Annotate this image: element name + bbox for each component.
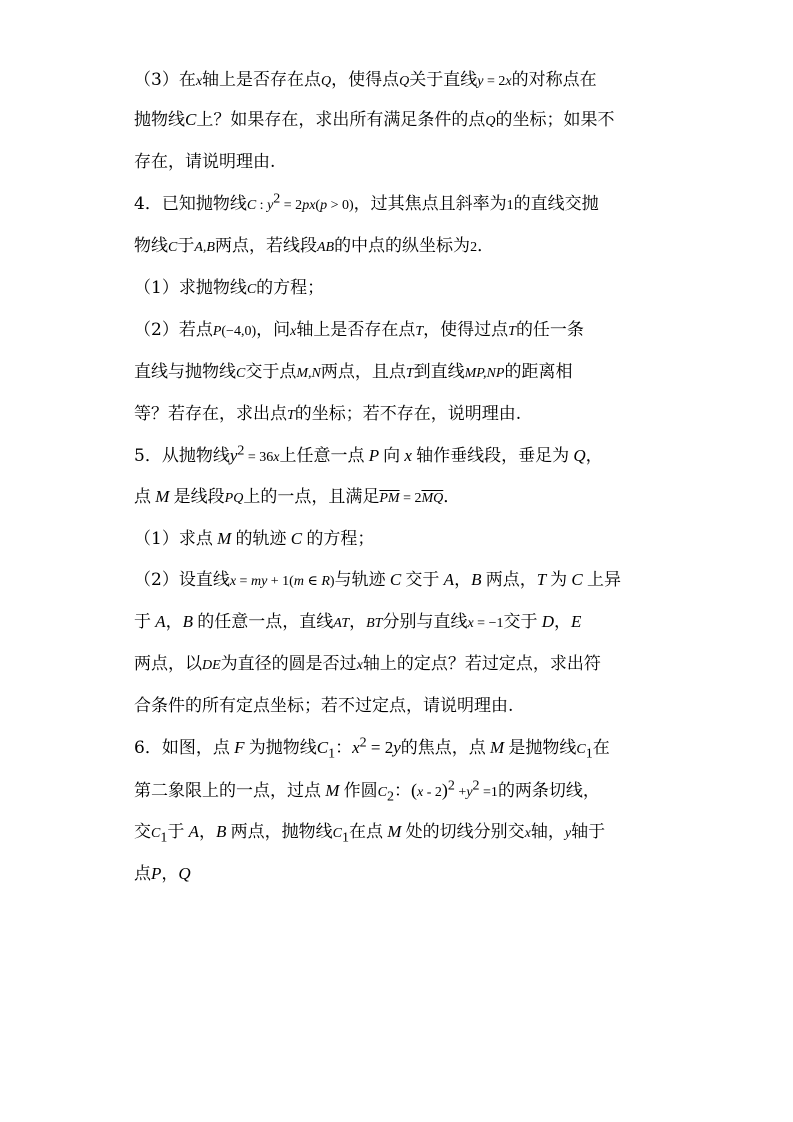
line-text-segment: 处的切线分别交 xyxy=(405,822,525,842)
line-text-segment: 在 xyxy=(592,738,610,758)
line-text-segment: 的任意一点，直线 xyxy=(197,612,334,632)
line-text-segment: 等？若存在，求出点 xyxy=(134,404,287,424)
math-coord: (−4,0) xyxy=(221,324,257,339)
math-p: P xyxy=(151,864,162,883)
math-c2: C xyxy=(377,785,388,800)
line-text-segment: 分别与直线 xyxy=(382,612,468,632)
math-eq: = −1 xyxy=(473,616,504,631)
math-plus1: + 1( xyxy=(267,574,294,589)
line-text-segment: ． xyxy=(443,487,461,507)
math-gt0: > 0) xyxy=(327,198,354,213)
math-minus: - 2 xyxy=(423,785,442,800)
math-2: 2 xyxy=(470,240,478,255)
text-line-15 xyxy=(134,653,601,677)
line-text-segment: 的距离相 xyxy=(504,362,573,382)
math-paren: ) xyxy=(441,780,448,800)
math-eq: = xyxy=(236,574,251,589)
math-p: P xyxy=(212,324,222,339)
line-text-segment: 交于 xyxy=(503,612,538,632)
math-x: x xyxy=(467,616,474,631)
line-text-segment: 轴上是否存在点 xyxy=(202,70,322,90)
line-text-segment: 物线 xyxy=(134,236,168,256)
math-eq: = 2 xyxy=(483,74,506,89)
line-text-segment: 为 xyxy=(550,570,568,590)
line-text-segment: 作圆 xyxy=(343,781,378,801)
math-t: T xyxy=(536,570,551,589)
math-a: A xyxy=(151,612,166,631)
math-y-eq-2x: y xyxy=(477,74,484,89)
line-text-segment: 的方程； xyxy=(306,529,375,549)
line-text-segment: 的方程； xyxy=(256,278,325,298)
line-text-segment: 点 xyxy=(134,487,151,507)
line-text-segment: ， xyxy=(585,446,603,466)
line-text-segment: 的任一条 xyxy=(515,320,584,340)
line-text-segment: ： xyxy=(394,781,412,801)
math-eq: = 2 xyxy=(366,738,394,757)
math-sub: 2 xyxy=(387,789,395,805)
line-text-segment: 的坐标；如果不 xyxy=(495,110,615,130)
math-colon: : xyxy=(256,198,268,213)
line-text-segment: 4．已知抛物线 xyxy=(134,194,247,214)
line-text-segment: 轴于 xyxy=(571,822,606,842)
math-x: x xyxy=(417,785,424,800)
text-line-14 xyxy=(134,611,581,635)
line-text-segment: ， xyxy=(198,822,216,842)
math-e: E xyxy=(571,612,582,631)
math-c: C xyxy=(385,570,406,589)
line-text-segment: ． xyxy=(477,236,495,256)
math-p: p xyxy=(320,198,328,213)
line-text-segment: 是抛物线 xyxy=(508,738,577,758)
math-b: B xyxy=(215,822,231,841)
math-f: F xyxy=(229,738,249,757)
text-line-3: 存在，请说明理由. xyxy=(134,152,276,172)
text-line-20 xyxy=(134,863,191,885)
math-q: Q xyxy=(569,446,586,465)
math-x: x xyxy=(352,738,360,757)
math-x: x xyxy=(524,826,531,841)
math-c: C xyxy=(185,110,197,129)
line-text-segment: 的对称点在 xyxy=(511,70,597,90)
text-line-7 xyxy=(134,319,584,343)
math-c: C xyxy=(246,282,257,297)
math-ab: AB xyxy=(316,240,335,255)
math-c1: C xyxy=(576,742,586,757)
line-text-segment: 点 xyxy=(134,864,151,884)
line-text-segment: 两点，抛物线 xyxy=(230,822,333,842)
line-text-segment: 是线段 xyxy=(173,487,225,507)
math-t: T xyxy=(415,324,424,339)
text-line-18 xyxy=(134,779,600,804)
line-text-segment: 的轨迹 xyxy=(235,529,287,549)
math-in: ∈ xyxy=(303,574,322,589)
line-text-segment: 于 xyxy=(167,822,185,842)
math-m: M xyxy=(321,781,344,800)
math-x: x xyxy=(356,658,363,673)
line-text-segment: 交 xyxy=(134,822,151,842)
math-x: x xyxy=(290,324,297,339)
line-text-segment: 两点， xyxy=(485,570,537,590)
text-line-13 xyxy=(134,569,621,593)
line-text-segment: 上？如果存在，求出所有满足条件的点 xyxy=(196,110,486,130)
line-text-segment: ，问 xyxy=(256,320,291,340)
line-text-segment: 交于 xyxy=(405,570,440,590)
line-text-segment: ，使得点 xyxy=(331,70,400,90)
text-line-10 xyxy=(134,445,603,469)
math-eq: = 36 xyxy=(244,450,274,465)
math-paren: ( xyxy=(411,780,418,800)
line-text-segment: ， xyxy=(554,612,571,632)
math-vector-mq: $\overline{MQ}$ xyxy=(421,491,444,506)
line-text-segment: （1）求抛物线 xyxy=(134,278,247,298)
line-text-segment: 上异 xyxy=(586,570,621,590)
math-b: B xyxy=(471,570,486,589)
math-c1: C xyxy=(316,738,329,757)
line-text-segment: 直线与抛物线 xyxy=(134,362,236,382)
math-p: P xyxy=(364,446,384,465)
math-c: C xyxy=(168,240,178,255)
math-t: T xyxy=(508,324,516,339)
line-text-segment: 第二象限上的一点，过点 xyxy=(134,781,321,801)
line-text-segment: ， xyxy=(165,612,183,632)
line-text-segment: 为抛物线 xyxy=(248,738,317,758)
line-text-segment: （2）设直线 xyxy=(134,570,230,590)
math-q: Q xyxy=(178,864,191,883)
line-text-segment: 两点，且点 xyxy=(320,362,406,382)
math-y: y xyxy=(466,785,473,800)
math-m: M xyxy=(151,487,174,506)
math-y: y xyxy=(267,198,274,213)
text-line-12 xyxy=(134,528,374,550)
math-y: y xyxy=(229,446,238,465)
math-m: M xyxy=(382,822,406,841)
math-c: C xyxy=(246,198,257,213)
math-de: DE xyxy=(202,658,221,673)
line-text-segment: 5．从抛物线 xyxy=(134,446,230,466)
line-text-segment: 轴， xyxy=(530,822,565,842)
text-line-17 xyxy=(134,737,610,761)
math-sub: 1 xyxy=(160,830,168,846)
text-line-11 xyxy=(134,486,460,510)
line-text-segment: ，使得过点 xyxy=(423,320,509,340)
math-x: x xyxy=(229,574,237,589)
math-y: y xyxy=(564,826,572,841)
text-line-9 xyxy=(134,403,521,427)
math-mn: M,N xyxy=(296,366,321,381)
math-c1: C xyxy=(151,826,161,841)
math-eq: =1 xyxy=(479,785,498,800)
math-m: M xyxy=(212,529,236,548)
math-sub: 1 xyxy=(585,746,593,762)
math-vector-pm: $\overline{PM}$ xyxy=(379,491,400,506)
math-mpnp: MP,NP xyxy=(464,366,505,381)
math-px: px xyxy=(302,198,316,213)
line-text-segment: 两点，以 xyxy=(134,654,202,674)
line-text-segment: 6．如图，点 xyxy=(134,738,230,758)
math-paren: ( xyxy=(315,198,321,213)
line-text-segment: 轴上的定点？若过定点，求出符 xyxy=(362,654,601,674)
line-text-segment: 到直线 xyxy=(413,362,465,382)
math-at: AT xyxy=(333,616,350,631)
math-y: y xyxy=(393,738,401,757)
line-text-segment: ， xyxy=(454,570,472,590)
text-line-6 xyxy=(134,277,324,301)
math-q: Q xyxy=(485,114,496,129)
line-text-segment: 向 xyxy=(383,446,401,466)
math-sup: 2 xyxy=(472,778,480,794)
math-c: C xyxy=(567,570,587,589)
math-t: T xyxy=(405,366,414,381)
math-x: x xyxy=(400,446,417,465)
math-1: 1 xyxy=(506,198,514,213)
math-sup: 2 xyxy=(447,778,455,794)
line-text-segment: 轴上是否存在点 xyxy=(296,320,416,340)
line-text-segment: 在点 xyxy=(348,822,383,842)
line-text-segment: 关于直线 xyxy=(409,70,478,90)
line-text-segment: 的焦点，点 xyxy=(400,738,486,758)
text-line-8 xyxy=(134,361,572,385)
math-m: M xyxy=(485,738,509,757)
math-q: Q xyxy=(321,74,332,89)
math-a: A xyxy=(439,570,455,589)
text-line-1 xyxy=(134,69,597,93)
line-text-segment: ，过其焦点且斜率为 xyxy=(353,194,507,214)
line-text-segment: ： xyxy=(335,738,353,758)
line-text-segment: 上的一点，且满足 xyxy=(243,487,380,507)
text-line-16: 合条件的所有定点坐标；若不过定点，请说明理由. xyxy=(134,696,514,716)
math-my: my xyxy=(250,574,268,589)
line-text-segment: ， xyxy=(349,612,367,632)
line-text-segment: 的中点的纵坐标为 xyxy=(334,236,471,256)
math-plus: + xyxy=(454,785,467,800)
math-m: m xyxy=(293,574,304,589)
math-sup: 2 xyxy=(359,735,367,751)
math-x: x xyxy=(273,450,280,465)
line-text-segment: 交于点 xyxy=(245,362,297,382)
math-q: Q xyxy=(399,74,410,89)
line-text-segment: 于 xyxy=(177,236,195,256)
line-text-segment: 为直径的圆是否过 xyxy=(220,654,357,674)
line-text-segment: 于 xyxy=(134,612,151,632)
math-ab: A,B xyxy=(194,240,215,255)
line-text-segment: 的两条切线， xyxy=(497,781,600,801)
math-bt: BT xyxy=(366,616,383,631)
math-sup: 2 xyxy=(273,191,281,207)
math-x: x xyxy=(505,74,512,89)
math-sub: 1 xyxy=(328,746,336,762)
math-b: B xyxy=(182,612,198,631)
math-r: R xyxy=(321,574,330,589)
line-text-segment: 的坐标；若不存在，说明理由. xyxy=(294,404,522,424)
math-c: C xyxy=(286,529,307,548)
line-text-segment: （2）若点 xyxy=(134,320,213,340)
math-sub: 1 xyxy=(341,830,349,846)
math-eq: = 2 xyxy=(399,491,422,506)
math-d: D xyxy=(537,612,554,631)
math-sup: 2 xyxy=(237,443,245,459)
math-t: T xyxy=(287,408,295,423)
line-text-segment: ， xyxy=(161,864,179,884)
text-line-2 xyxy=(134,109,614,133)
math-pq: PQ xyxy=(224,491,244,506)
math-eq: = 2 xyxy=(280,198,303,213)
math-paren: ) xyxy=(329,574,335,589)
line-text-segment: 两点，若线段 xyxy=(214,236,317,256)
line-text-segment: 与轨迹 xyxy=(334,570,386,590)
math-x: x xyxy=(195,74,203,89)
line-text-segment: （1）求点 xyxy=(134,529,213,549)
line-text-segment: 抛物线 xyxy=(134,110,185,130)
text-line-5 xyxy=(134,235,494,259)
text-line-19 xyxy=(134,821,605,845)
line-text-segment: 上任意一点 xyxy=(279,446,365,466)
line-text-segment: （3）在 xyxy=(134,70,196,90)
math-a: A xyxy=(184,822,199,841)
text-line-4 xyxy=(134,193,599,217)
math-c: C xyxy=(236,366,246,381)
line-text-segment: 轴作垂线段，垂足为 xyxy=(416,446,570,466)
line-text-segment: 的直线交抛 xyxy=(513,194,599,214)
math-c1: C xyxy=(332,826,342,841)
